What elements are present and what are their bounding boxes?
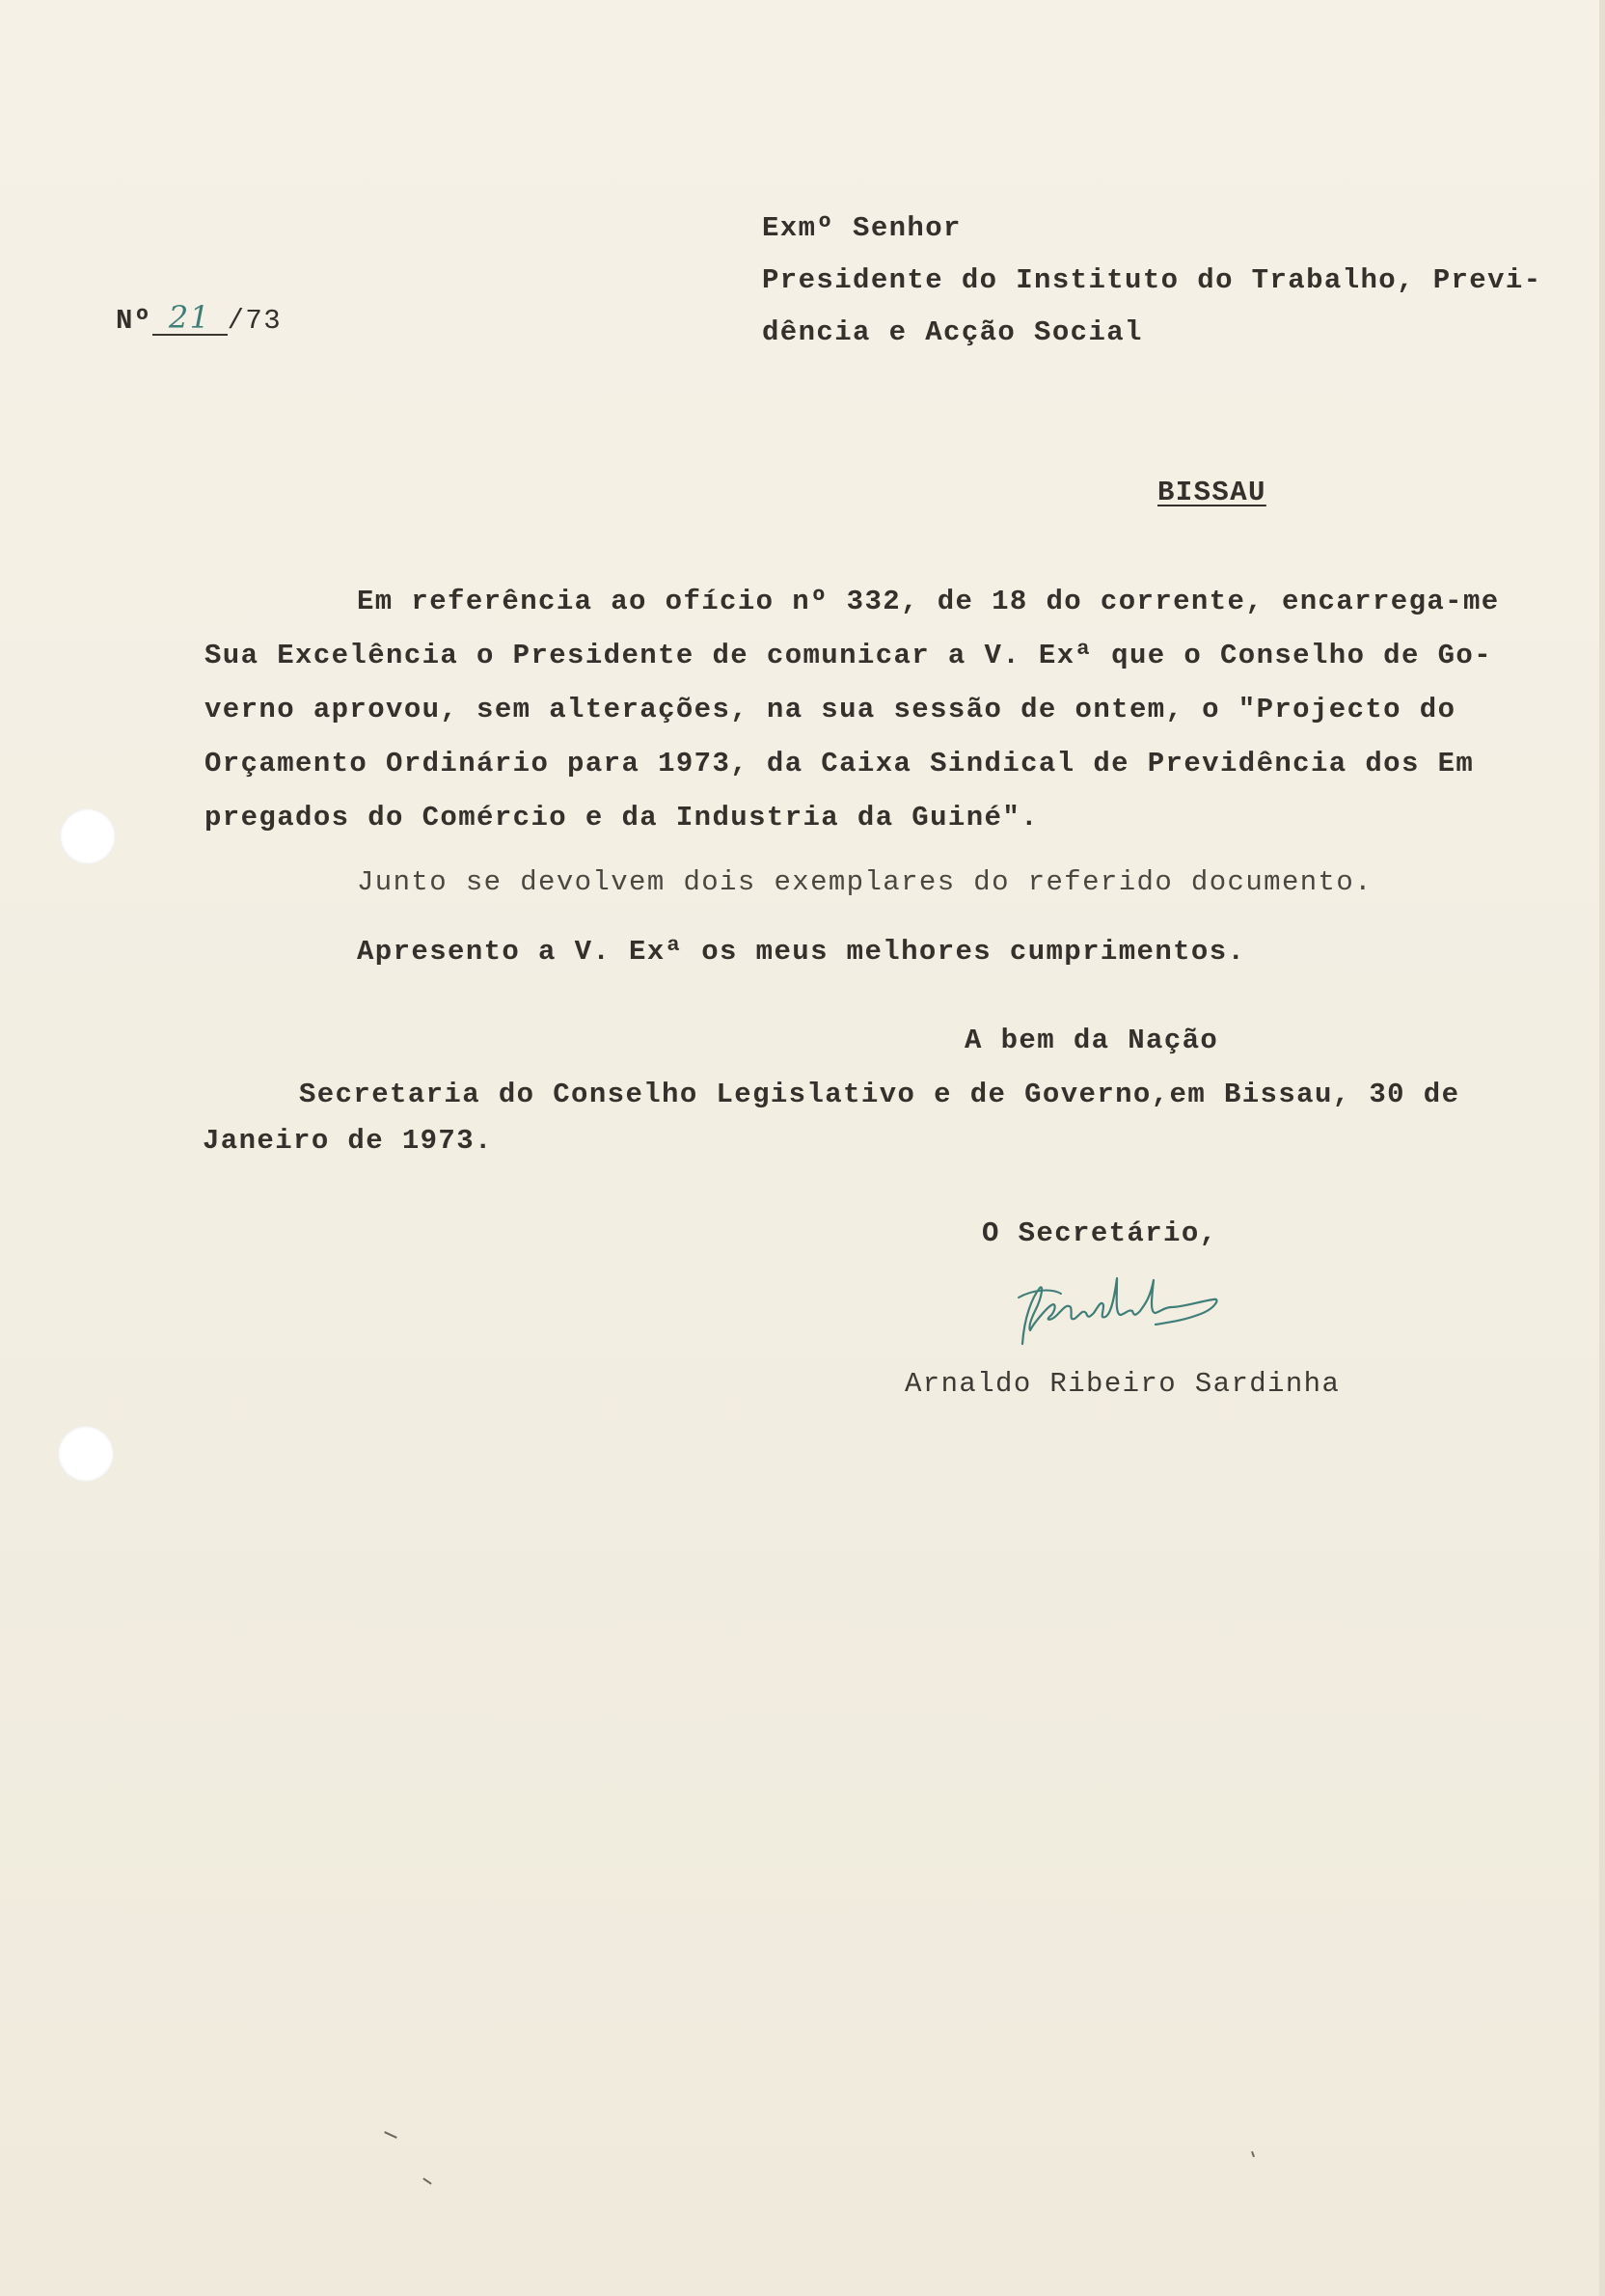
body-paragraph-1-line-3: verno aprovou, sem alterações, na sua sessão de ontem, o "Projecto do (204, 694, 1456, 725)
paper-speck (422, 2177, 431, 2184)
city-heading: BISSAU (1157, 477, 1266, 508)
paper-speck (1251, 2151, 1255, 2157)
body-paragraph-1-line-4: Orçamento Ordinário para 1973, da Caixa Sindical de Previdência dos Em (204, 748, 1475, 779)
reference-number (116, 301, 282, 338)
reference-handwritten-number: 21 (152, 301, 228, 336)
body-paragraph-1-line-1: Em referência ao ofício nº 332, de 18 do corrente, encarrega-me (357, 586, 1500, 617)
signatory-title: O Secretário, (982, 1217, 1218, 1249)
body-paragraph-1-line-5: pregados do Comércio e da Industria da Guiné". (204, 802, 1039, 834)
paper-speck (384, 2131, 397, 2139)
addressee-line-3: dência e Acção Social (762, 316, 1143, 348)
body-paragraph-3: Apresento a V. Exª os meus melhores cumprimentos. (357, 936, 1246, 968)
closing-phrase: A bem da Nação (965, 1025, 1219, 1056)
handwritten-signature (993, 1259, 1244, 1365)
punch-hole-bottom (58, 1426, 114, 1482)
page-edge (1599, 0, 1605, 2296)
reference-suffix: /73 (227, 305, 283, 337)
reference-prefix: Nº (116, 305, 152, 337)
addressee-line-2: Presidente do Instituto do Trabalho, Previ- (762, 264, 1542, 296)
addressee-line-1: Exmº Senhor (762, 212, 962, 244)
body-paragraph-1-line-2: Sua Excelência o Presidente de comunicar a V. Exª que o Conselho de Go- (204, 640, 1493, 671)
punch-hole-top (60, 808, 116, 864)
signatory-name: Arnaldo Ribeiro Sardinha (905, 1368, 1341, 1400)
place-date-line-2: Janeiro de 1973. (203, 1125, 493, 1157)
place-date-line-1: Secretaria do Conselho Legislativo e de Governo,em Bissau, 30 de (299, 1079, 1460, 1110)
body-paragraph-2: Junto se devolvem dois exemplares do referido documento. (357, 866, 1373, 898)
